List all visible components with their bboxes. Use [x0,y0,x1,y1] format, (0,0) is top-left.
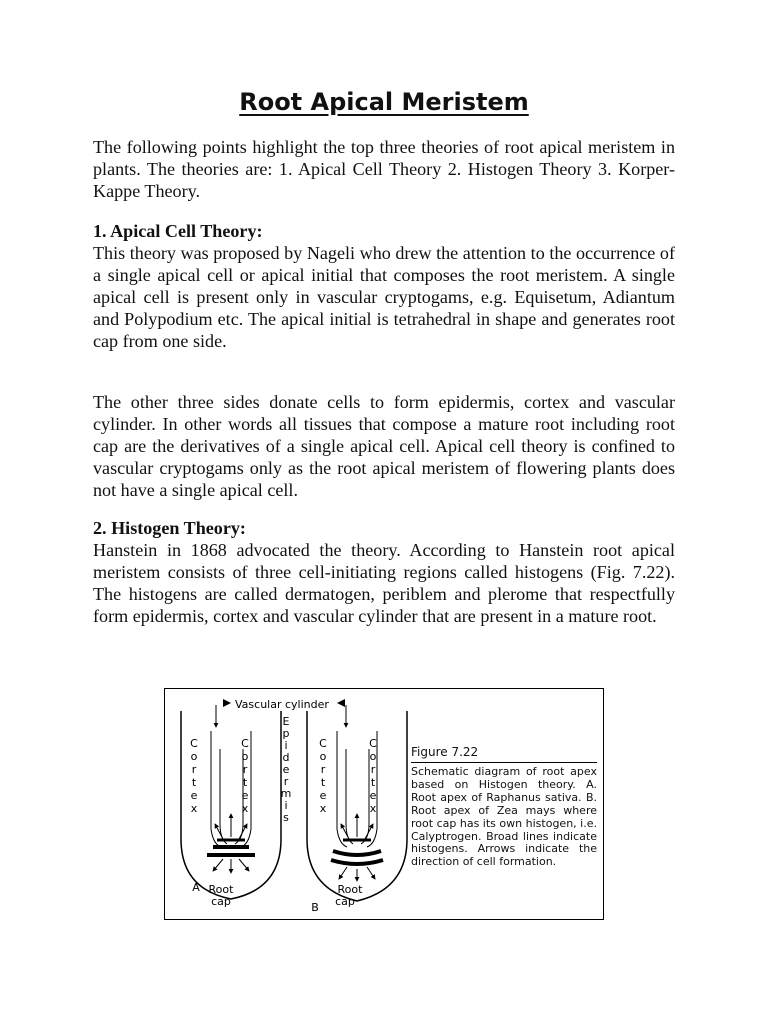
cortex-label-a-left-letter: r [191,763,197,776]
arrow-head-left [223,699,231,707]
apical-cell-paragraph-1: This theory was proposed by Nageli who drew the attention to the occurrence of a single apical cell or apical initial that composes the root meristem. A single apical cell is present only in vascular cryptogams, e.g. Equisetum, Adiantum and Polypodium etc. The apical initial is tetrahedral in shape and generates root cap from one side. [93,243,675,352]
epidermis-label-letter: E [282,715,290,728]
intro-paragraph: The following points highlight the top three theories of root apical meristem in plants. The theories are: 1. Apical Cell Theory 2. Histogen Theory 3. Korper-Kappe Theory. [93,137,675,202]
epidermis-label-letter: m [280,787,292,800]
cortex-label-b-right-letter: t [370,776,376,789]
root-cap-label-a-2: cap [211,895,231,908]
page-title: Root Apical Meristem [239,88,529,116]
epidermis-label-letter: i [284,739,288,752]
cortex-label-b-left-letter: r [320,763,326,776]
cortex-label-b-right-letter: r [370,763,376,776]
section-apical-cell-theory [93,220,675,353]
cortex-label-b-left-letter: C [319,737,327,750]
cortex-label-a-left-letter: C [190,737,198,750]
histogen-paragraph: Hanstein in 1868 advocated the theory. According to Hanstein root apical meristem consists of three cell-initiating regions called histogens (Fig. 7.22). The histogens are called dermatogen, periblem and plerome that respectfully form epidermis, cortex and vascular cylinder that are present in a mature root. [93,540,675,627]
apical-cell-paragraph-2: The other three sides donate cells to form epidermis, cortex and vascular cylinder. In other words all tissues that compose a mature root including root cap are the derivatives of a single apical cell. Apical cell theory is confined to vascular cryptogams only as the root apical meristem of flowering plants does not have a single apical cell. [93,392,675,501]
epidermis-label-letter: e [282,763,290,776]
cortex-label-a-left-letter: t [191,776,197,789]
vertical-labels [190,715,377,824]
arrow-head-right [337,699,345,707]
cortex-label-b-right-letter: e [369,789,377,802]
cortex-label-b-right-letter: C [369,737,377,750]
cortex-label-b-left-letter: x [319,802,327,815]
epidermis-label-letter: s [283,811,289,824]
cortex-label-a-left-letter: o [190,750,198,763]
figure-number: Figure 7.22 [411,745,479,759]
cortex-label-b-right-letter: o [369,750,377,763]
cortex-label-a-right-letter: r [242,763,248,776]
epidermis-label-letter: d [282,751,290,764]
cortex-label-b-right-letter: x [369,802,377,815]
cortex-label-a-right-letter: t [242,776,248,789]
root-cap-label-b-1: Root [337,883,363,896]
epidermis-label-letter: p [282,727,290,740]
section-heading-histogen: 2. Histogen Theory: [93,518,246,538]
cortex-label-a-right-letter: e [241,789,249,802]
cortex-label-a-right-letter: o [241,750,249,763]
figure-caption-text: Schematic diagram of root apex based on Histogen theory. A. Root apex of Raphanus sativa. B. Root apex of Zea mays where root cap has its own histogen, i.e. Calyptrogen. Broad lines indicate histogens. Arrows indicate the direction of cell formation. [411,762,597,869]
cortex-label-a-left-letter: e [190,789,198,802]
cortex-label-b-left-letter: e [319,789,327,802]
label-b: B [311,901,319,914]
cortex-label-b-left-letter: o [319,750,327,763]
section-histogen-theory [93,517,675,627]
vascular-cylinder-label: Vascular cylinder [235,698,329,711]
cortex-label-a-right-letter: x [241,802,249,815]
cortex-label-a-left-letter: x [190,802,198,815]
cortex-label-b-left-letter: t [320,776,326,789]
section-heading-apical-cell: 1. Apical Cell Theory: [93,221,263,241]
epidermis-label-letter: i [284,799,288,812]
epidermis-label-letter: r [283,775,289,788]
figure-caption [411,745,597,869]
label-a: A [192,881,200,894]
root-cap-label-b-2: cap [335,895,355,908]
root-cap-label-a-1: Root [208,883,234,896]
cortex-label-a-right-letter: C [241,737,249,750]
figure-7-22 [164,688,604,920]
